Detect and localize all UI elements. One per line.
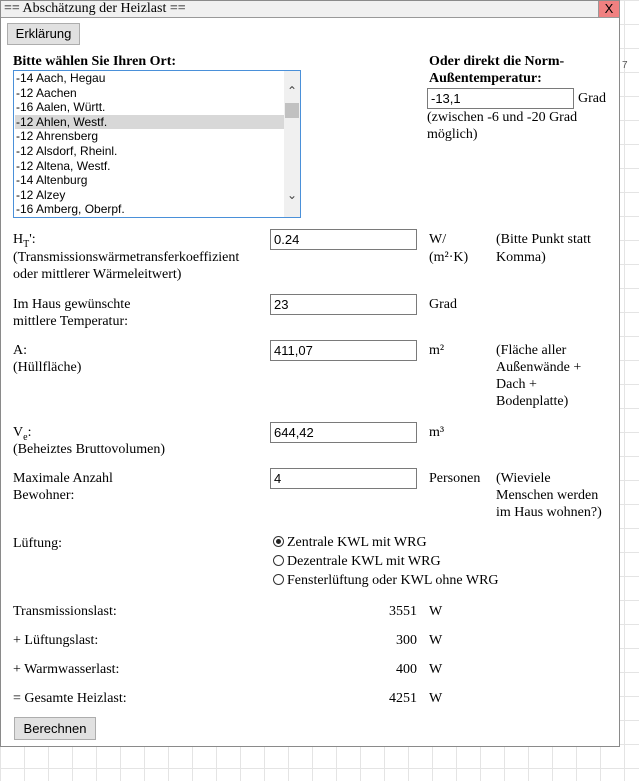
area-input[interactable] [270, 340, 417, 361]
ht-input[interactable] [270, 229, 417, 250]
norm-temp-heading-line2: Außentemperatur: [429, 71, 542, 86]
location-option[interactable]: -16 Aalen, Württ. [16, 100, 106, 115]
ht-unit-line2: (m²·K) [429, 250, 469, 265]
result-warmwater-label: + Warmwasserlast: [13, 662, 120, 677]
area-note-line4: Bodenplatte) [496, 394, 569, 409]
result-ventilation-unit: W [429, 633, 443, 648]
radio-button[interactable] [273, 574, 284, 585]
location-scrollbar[interactable] [284, 71, 300, 217]
location-option[interactable]: -16 Amberg, Oberpf. [16, 202, 125, 217]
ht-note-line1: (Bitte Punkt statt [496, 232, 591, 247]
norm-temp-heading-line1: Oder direkt die Norm- [429, 54, 565, 69]
norm-temp-input[interactable] [427, 88, 574, 109]
calculate-button[interactable]: Berechnen [14, 717, 96, 740]
location-listbox[interactable] [13, 70, 301, 218]
close-button[interactable]: X [598, 1, 619, 17]
norm-temp-hint-line1: (zwischen -6 und -20 Grad [427, 110, 578, 125]
location-option[interactable]: -12 Alzey [16, 187, 66, 202]
location-list [15, 71, 285, 217]
area-label-line2: (Hüllfläche) [13, 360, 82, 375]
area-label-line1: A: [13, 343, 27, 358]
explain-button[interactable]: Erklärung [7, 23, 80, 45]
residents-input[interactable] [270, 468, 417, 489]
location-heading: Bitte wählen Sie Ihren Ort: [13, 54, 177, 69]
location-option[interactable]: -14 Altenburg [16, 173, 88, 188]
title-bar [1, 1, 619, 18]
result-total-value: 4251 [389, 691, 417, 706]
residents-note-line2: Menschen werden [496, 488, 599, 503]
temp-label-line2: mittlere Temperatur: [13, 314, 128, 329]
area-note-line2: Außenwände + [496, 360, 582, 375]
residents-note-line1: (Wieviele [496, 471, 551, 486]
ventilation-label: Lüftung: [13, 536, 62, 551]
temp-input[interactable] [270, 294, 417, 315]
chevron-down-icon[interactable]: ⌄ [286, 188, 298, 202]
result-ventilation-value: 300 [396, 633, 417, 648]
result-transmission-unit: W [429, 604, 443, 619]
location-option[interactable]: -14 Aach, Hegau [16, 71, 106, 85]
radio-button-checked[interactable] [273, 536, 284, 547]
norm-temp-unit: Grad [578, 91, 606, 106]
ht-desc-line1: (Transmissionswärmetransferkoeffizient [13, 250, 240, 265]
result-transmission-label: Transmissionslast: [13, 604, 117, 619]
result-ventilation-label: + Lüftungslast: [13, 633, 99, 648]
temp-unit: Grad [429, 297, 457, 312]
scroll-thumb[interactable] [285, 103, 299, 118]
ht-note-line2: Komma) [496, 250, 546, 265]
volume-unit: m³ [429, 425, 445, 440]
norm-temp-hint-line2: möglich) [427, 127, 478, 142]
result-total-label: = Gesamte Heizlast: [13, 691, 127, 706]
location-option[interactable]: -12 Aachen [16, 85, 77, 100]
volume-label: $V_e$: [13, 425, 32, 443]
result-transmission-value: 3551 [389, 604, 417, 619]
area-note-line3: Dach + [496, 377, 537, 392]
residents-label-line2: Bewohner: [13, 488, 75, 503]
residents-note-line3: im Haus wohnen?) [496, 505, 602, 520]
result-warmwater-value: 400 [396, 662, 417, 677]
radio-button[interactable] [273, 555, 284, 566]
area-unit: m² [429, 343, 445, 358]
volume-input[interactable] [270, 422, 417, 443]
volume-label-line2: (Beheiztes Bruttovolumen) [13, 442, 166, 457]
location-option-selected[interactable]: -12 Ahlen, Westf. [15, 115, 285, 130]
residents-label-line1: Maximale Anzahl [13, 471, 113, 486]
result-warmwater-unit: W [429, 662, 443, 677]
ht-desc-line2: oder mittlerer Wärmeleitwert) [13, 267, 182, 282]
chevron-up-icon[interactable]: ⌃ [286, 84, 298, 98]
location-option[interactable]: -12 Altena, Westf. [16, 158, 111, 173]
ht-unit-line1: W/ [429, 232, 447, 247]
location-option[interactable]: -12 Ahrensberg [16, 129, 99, 144]
dialog-title: == Abschätzung der Heizlast == [4, 1, 186, 16]
ventilation-option-zentral[interactable]: Zentrale KWL mit WRG [273, 534, 427, 552]
area-note-line1: (Fläche aller [496, 343, 567, 358]
ventilation-option-fenster[interactable]: Fensterlüftung oder KWL ohne WRG [273, 572, 499, 590]
result-total-unit: W [429, 691, 443, 706]
ventilation-option-dezentral[interactable]: Dezentrale KWL mit WRG [273, 553, 441, 571]
ht-label: $H_T'$: [13, 232, 36, 250]
page-side-mark: 7 [622, 60, 628, 71]
temp-label-line1: Im Haus gewünschte [13, 297, 131, 312]
residents-unit: Personen [429, 471, 481, 486]
location-option[interactable]: -12 Alsdorf, Rheinl. [16, 143, 118, 158]
